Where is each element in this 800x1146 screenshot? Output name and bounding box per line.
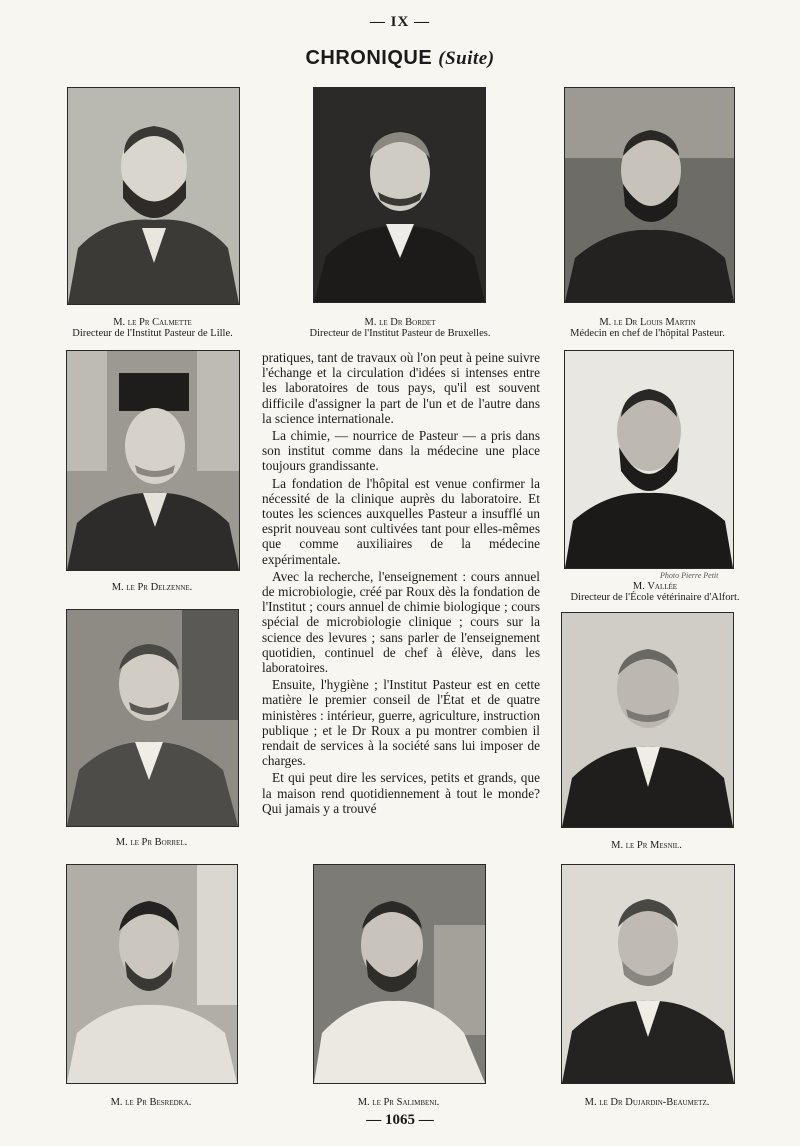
portrait-photo-borrel: [66, 609, 239, 827]
portrait-role-martin: Médecin en chef de l'hôpital Pasteur.: [570, 328, 725, 339]
article-body: [262, 350, 540, 818]
portrait-role-calmette: Directeur de l'Institut Pasteur de Lille.: [72, 328, 233, 339]
portrait-photo-delzenne: [66, 350, 240, 571]
portrait-caption-delzenne: [66, 582, 238, 593]
article-paragraph: La fondation de l'hôpital est venue confirmer la nécessité de la clinique auprès du laboratoire. Et toutes les sciences auxquelles Pasteur a insufflé un esprit nouveau sont cultivées tant pour elles-mêmes que comme auxiliaires de la médecine expérimentale.: [262, 475, 540, 567]
page-folio-bottom: — 1065 —: [366, 1112, 434, 1128]
portrait-name-calmette: M. le Pr Calmette: [113, 317, 192, 328]
portrait-role-bordet: Directeur de l'Institut Pasteur de Bruxelles.: [309, 328, 491, 339]
portrait-caption-vallee: [540, 581, 770, 603]
portrait-name-salimbeni: M. le Pr Salimbeni.: [357, 1097, 440, 1108]
title-text: CHRONIQUE: [305, 47, 433, 69]
article-paragraph: Ensuite, l'hygiène ; l'Institut Pasteur est en cette matière le premier conseil de l'État et de quatre ministères : intérieur, guerre, agriculture, instruction publique ; et le Dr Roux a pu montrer combien il rendait de services à la société sans lui imposer de charges.: [262, 677, 540, 769]
portrait-name-delzenne: M. le Pr Delzenne.: [111, 582, 193, 593]
portrait-photo-calmette: [67, 87, 240, 305]
portrait-caption-besredka: [66, 1097, 236, 1108]
portrait-photo-mesnil: [561, 612, 734, 828]
article-paragraph: Et qui peut dire les services, petits et grands, que la maison rend quotidiennement à tout le monde? Qui jamais y a trouvé: [262, 770, 540, 816]
page-folio-top: — IX —: [369, 14, 431, 30]
portrait-name-martin: M. le Dr Louis Martin: [599, 317, 696, 328]
photo-credit-vallee: Photo Pierre Petit: [660, 571, 719, 580]
portrait-photo-besredka: [66, 864, 238, 1084]
article-paragraph: La chimie, — nourrice de Pasteur — a pris dans son institut comme dans la médecine une place toujours grandissante.: [262, 428, 540, 474]
portrait-photo-dujardin: [561, 864, 735, 1084]
portrait-name-mesnil: M. le Pr Mesnil.: [611, 840, 682, 851]
portrait-caption-salimbeni: [313, 1097, 484, 1108]
page-title: [0, 47, 800, 70]
portrait-caption-mesnil: [561, 840, 732, 851]
article-paragraph: pratiques, tant de travaux où l'on peut à peine suivre l'échange et la circulation d'idées si intenses entre les laboratoires de tous pays, qu'il est souvent difficile d'assigner la part de l'un et de l'autre dans la science internationale.: [262, 350, 540, 426]
portrait-caption-dujardin: [541, 1097, 753, 1108]
portrait-photo-salimbeni: [313, 864, 486, 1084]
portrait-name-vallee: M. Vallée: [632, 581, 678, 592]
portrait-role-vallee: Directeur de l'École vétérinaire d'Alfort.: [570, 592, 740, 603]
portrait-caption-martin: [540, 317, 755, 339]
portrait-name-besredka: M. le Pr Besredka.: [110, 1097, 192, 1108]
portrait-name-bordet: M. le Dr Bordet: [364, 317, 436, 328]
article-paragraph: Avec la recherche, l'enseignement : cours annuel de microbiologie, créé par Roux dès la fondation de l'Institut ; cours annuel de chimie biologique ; cours spécial de microbiologie clinique ; cours sur la science des levures ; sans parler de l'enseignement quotidien, continuel de chef à élève, dans les laboratoires.: [262, 568, 540, 676]
portrait-photo-vallee: [564, 350, 734, 569]
portrait-caption-calmette: [40, 317, 265, 339]
portrait-name-dujardin: M. le Dr Dujardin-Beaumetz.: [584, 1097, 710, 1108]
portrait-photo-bordet: [313, 87, 486, 303]
title-suite: (Suite): [438, 48, 495, 69]
portrait-caption-bordet: [280, 317, 520, 339]
portrait-name-borrel: M. le Pr Borrel.: [115, 837, 188, 848]
portrait-photo-martin: [564, 87, 735, 303]
portrait-caption-borrel: [66, 837, 237, 848]
